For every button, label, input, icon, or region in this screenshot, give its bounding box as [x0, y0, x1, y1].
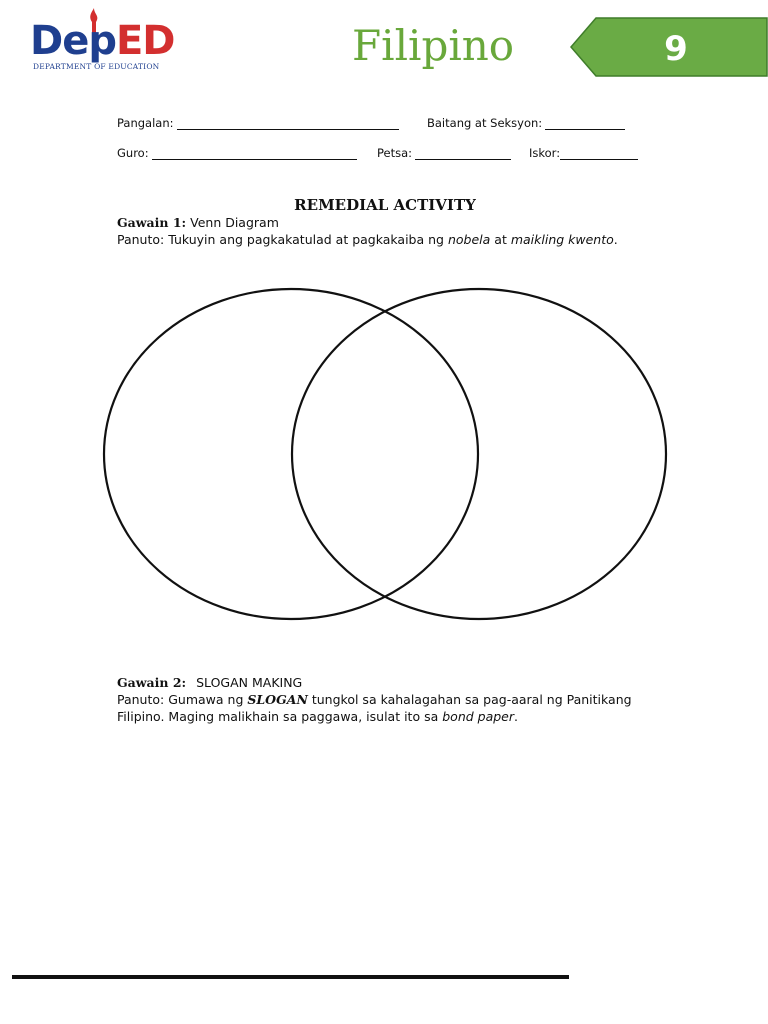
gawain2-dot: .: [514, 708, 518, 724]
gawain2-instr-rest: tungkol sa kahalagahan sa pag-aaral ng Panitikang Filipino. Maging malikhain sa paggawa, isulat ito sa: [117, 692, 632, 724]
petsa-field: [377, 146, 511, 160]
pangalan-label: Pangalan:: [117, 116, 174, 130]
pangalan-line[interactable]: [177, 117, 399, 130]
baitang-line[interactable]: [545, 117, 625, 130]
gawain2-title: [117, 675, 647, 692]
gawain1-label: Gawain 1:: [117, 215, 187, 230]
gawain1-title: [117, 215, 647, 232]
gawain1-nobela: nobela: [447, 232, 491, 247]
iskor-field: [529, 146, 638, 160]
logo-wordmark: DepED: [30, 18, 175, 64]
gawain2-slogan: SLOGAN: [247, 692, 308, 707]
gawain2-instruction: [117, 692, 647, 725]
guro-field: [117, 146, 357, 160]
gawain2-instr-text: Panuto: Gumawa ng: [117, 692, 244, 707]
gawain1-instruction: [117, 232, 647, 249]
guro-label: Guro:: [117, 146, 149, 160]
petsa-line[interactable]: [415, 147, 511, 160]
grade-number: 9: [664, 29, 688, 69]
iskor-label: Iskor:: [529, 146, 561, 160]
gawain1-dot: .: [613, 232, 618, 247]
pangalan-field: [117, 116, 399, 130]
gawain2-bond-paper: bond paper: [442, 708, 515, 724]
venn-diagram: [0, 280, 768, 625]
gawain2-label: Gawain 2:: [117, 675, 187, 690]
petsa-label: Petsa:: [377, 146, 413, 160]
gawain1-maikling: maikling kwento: [510, 232, 614, 247]
iskor-line[interactable]: [560, 147, 638, 160]
baitang-field: [427, 116, 625, 130]
logo-subtitle: DEPARTMENT OF EDUCATION: [33, 62, 160, 71]
guro-line[interactable]: [152, 147, 357, 160]
bottom-rule: [12, 975, 569, 979]
gawain1-instr-text: Panuto: Tukuyin ang pagkakatulad at pagkakaiba ng: [117, 232, 444, 247]
gawain1-name: Venn Diagram: [190, 215, 279, 230]
baitang-label: Baitang at Seksyon:: [427, 116, 543, 130]
activity-heading: REMEDIAL ACTIVITY: [294, 196, 476, 214]
subject-title: Filipino: [352, 21, 515, 70]
gawain1-at: at: [494, 232, 507, 247]
gawain2-name: SLOGAN MAKING: [196, 675, 303, 690]
